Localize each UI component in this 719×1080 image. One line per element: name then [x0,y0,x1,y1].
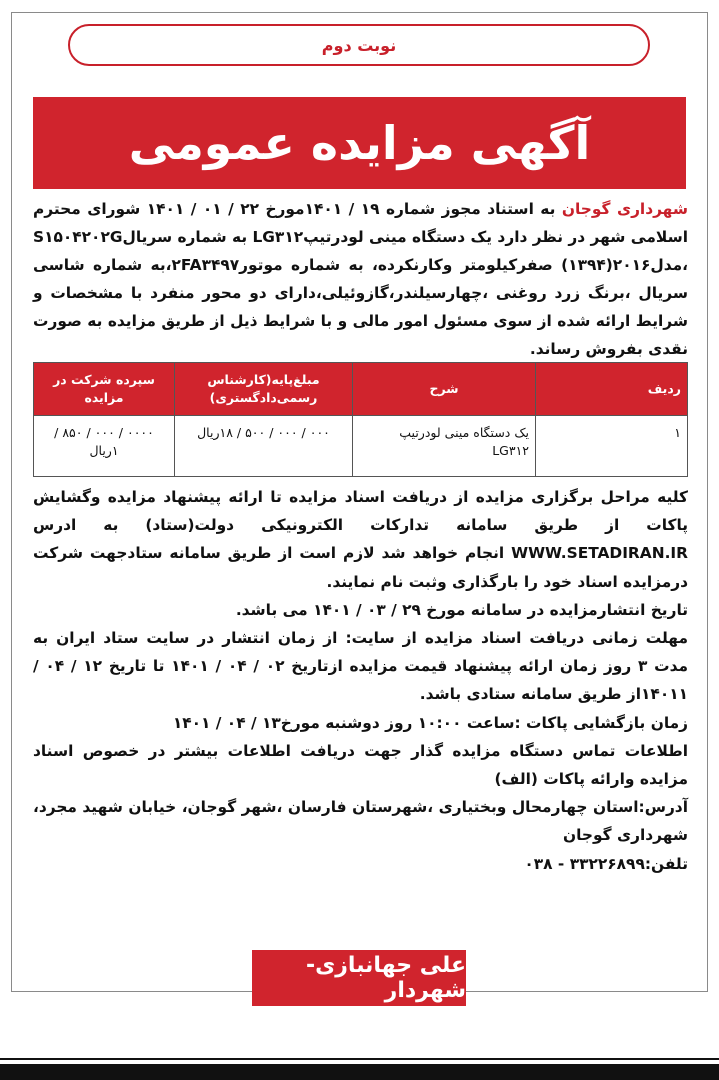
page-title: آگهی مزایده عمومی [128,116,591,170]
auction-table [33,362,688,477]
paragraph-opening-time: زمان بازگشایی پاکات :ساعت ۱۰:۰۰ روز دوشنبه مورخ۱۳ / ۰۴ / ۱۴۰۱ [172,713,688,732]
table-row [34,416,688,477]
paragraph-address: آدرس:استان چهارمحال وبختیاری ،شهرستان فارسان ،شهر گوجان، خیابان شهید مجرد، شهرداری گوجان [33,798,688,845]
signature-box [252,950,466,1006]
cell-row-number: ۱ [536,416,688,477]
intro-text: به استناد مجوز شماره ۱۹ / ۱۴۰۱مورخ ۲۲ / ۰۱ / ۱۴۰۱ شورای محترم اسلامی شهر در نظر دارد یک دستگاه مینی لودرتیپLG۳۱۲ به شماره سریالS۱۵۰۴۲۰۲G ،مدل۲۰۱۶(۱۳۹۴) صفرکیلومتر وکارنکرده، به شماره موتور۲FA۳۴۹۷،به شماره شاسی سریال ،برنگ زرد روغنی ،چهارسیلندر،گازوئیلی،دارای دو محور منفرد با مشخصات و شرایط ارائه شده از سوی مسئول امور مالی و با شرایط ذیل از طریق مزایده به صورت نقدی بفروش رساند. [33,200,688,358]
paragraph-procedure [33,483,688,596]
header-deposit: سپرده شرکت در مزایده [34,363,175,416]
round-label-text: نوبت دوم [321,35,397,55]
bottom-divider [0,1058,719,1060]
conditions-text [33,483,688,878]
procedure-text-a: کلیه مراحل برگزاری مزایده از دریافت اسناد مزایده تا ارائه پیشنهاد مزایده وگشایش پاکات از طریق سامانه تدارکات الکترونیکی دولت(ستاد) به ادرس [33,488,688,535]
title-banner [33,97,686,189]
header-description: شرح [353,363,536,416]
table-header-row [34,363,688,416]
intro-paragraph [33,195,688,363]
cell-description: یک دستگاه مینی لودرتیپ LG۳۱۲ [353,416,536,477]
paragraph-contact-info: اطلاعات تماس دستگاه مزایده گذار جهت دریافت اطلاعات بیشتر در خصوص اسناد مزایده وارائه پاکات (الف) [33,741,688,789]
signature-text: علی جهانبازی-شهردار [305,953,466,1003]
paragraph-deadline: مهلت زمانی دریافت اسناد مزایده از سایت: از زمان انتشار در سایت ستاد ایران به مدت ۳ روز زمان ارائه پیشنهاد قیمت مزایده ازتاریخ ۰۲ / ۰۴ / ۱۴۰۱ تا تاریخ ۱۲ / ۰۴ / ۱۴۰۱۱از طریق سامانه ستادی باشد. [33,629,689,704]
header-base-price: مبلغ‌پایه(کارشناس رسمی‌دادگستری) [175,363,353,416]
org-name: شهرداری گوجان [561,200,688,218]
setad-url: WWW.SETADIRAN.IR [511,544,688,563]
cell-base-price: ۰۰۰ / ۰۰۰ / ۵۰۰ / ۱۸ریال [175,416,353,477]
paragraph-publish-date: تاریخ انتشارمزایده در سامانه مورخ ۲۹ / ۰۳ / ۱۴۰۱ می باشد. [235,600,688,619]
round-label [68,24,650,66]
procedure-text-b: انجام خواهد شد لازم است از طریق سامانه ستادجهت شرکت درمزایده اسناد خود را بارگذاری وثبت نام نمایند. [33,544,688,591]
paragraph-phone: تلفن:۳۳۲۲۶۸۹۹ - ۰۳۸ [524,854,688,873]
bottom-bar [0,1064,719,1080]
cell-deposit: ۰۰۰۰ / ۰۰۰ / ۸۵۰ / ۱ریال [34,416,175,477]
header-row-number: ردیف [536,363,688,416]
